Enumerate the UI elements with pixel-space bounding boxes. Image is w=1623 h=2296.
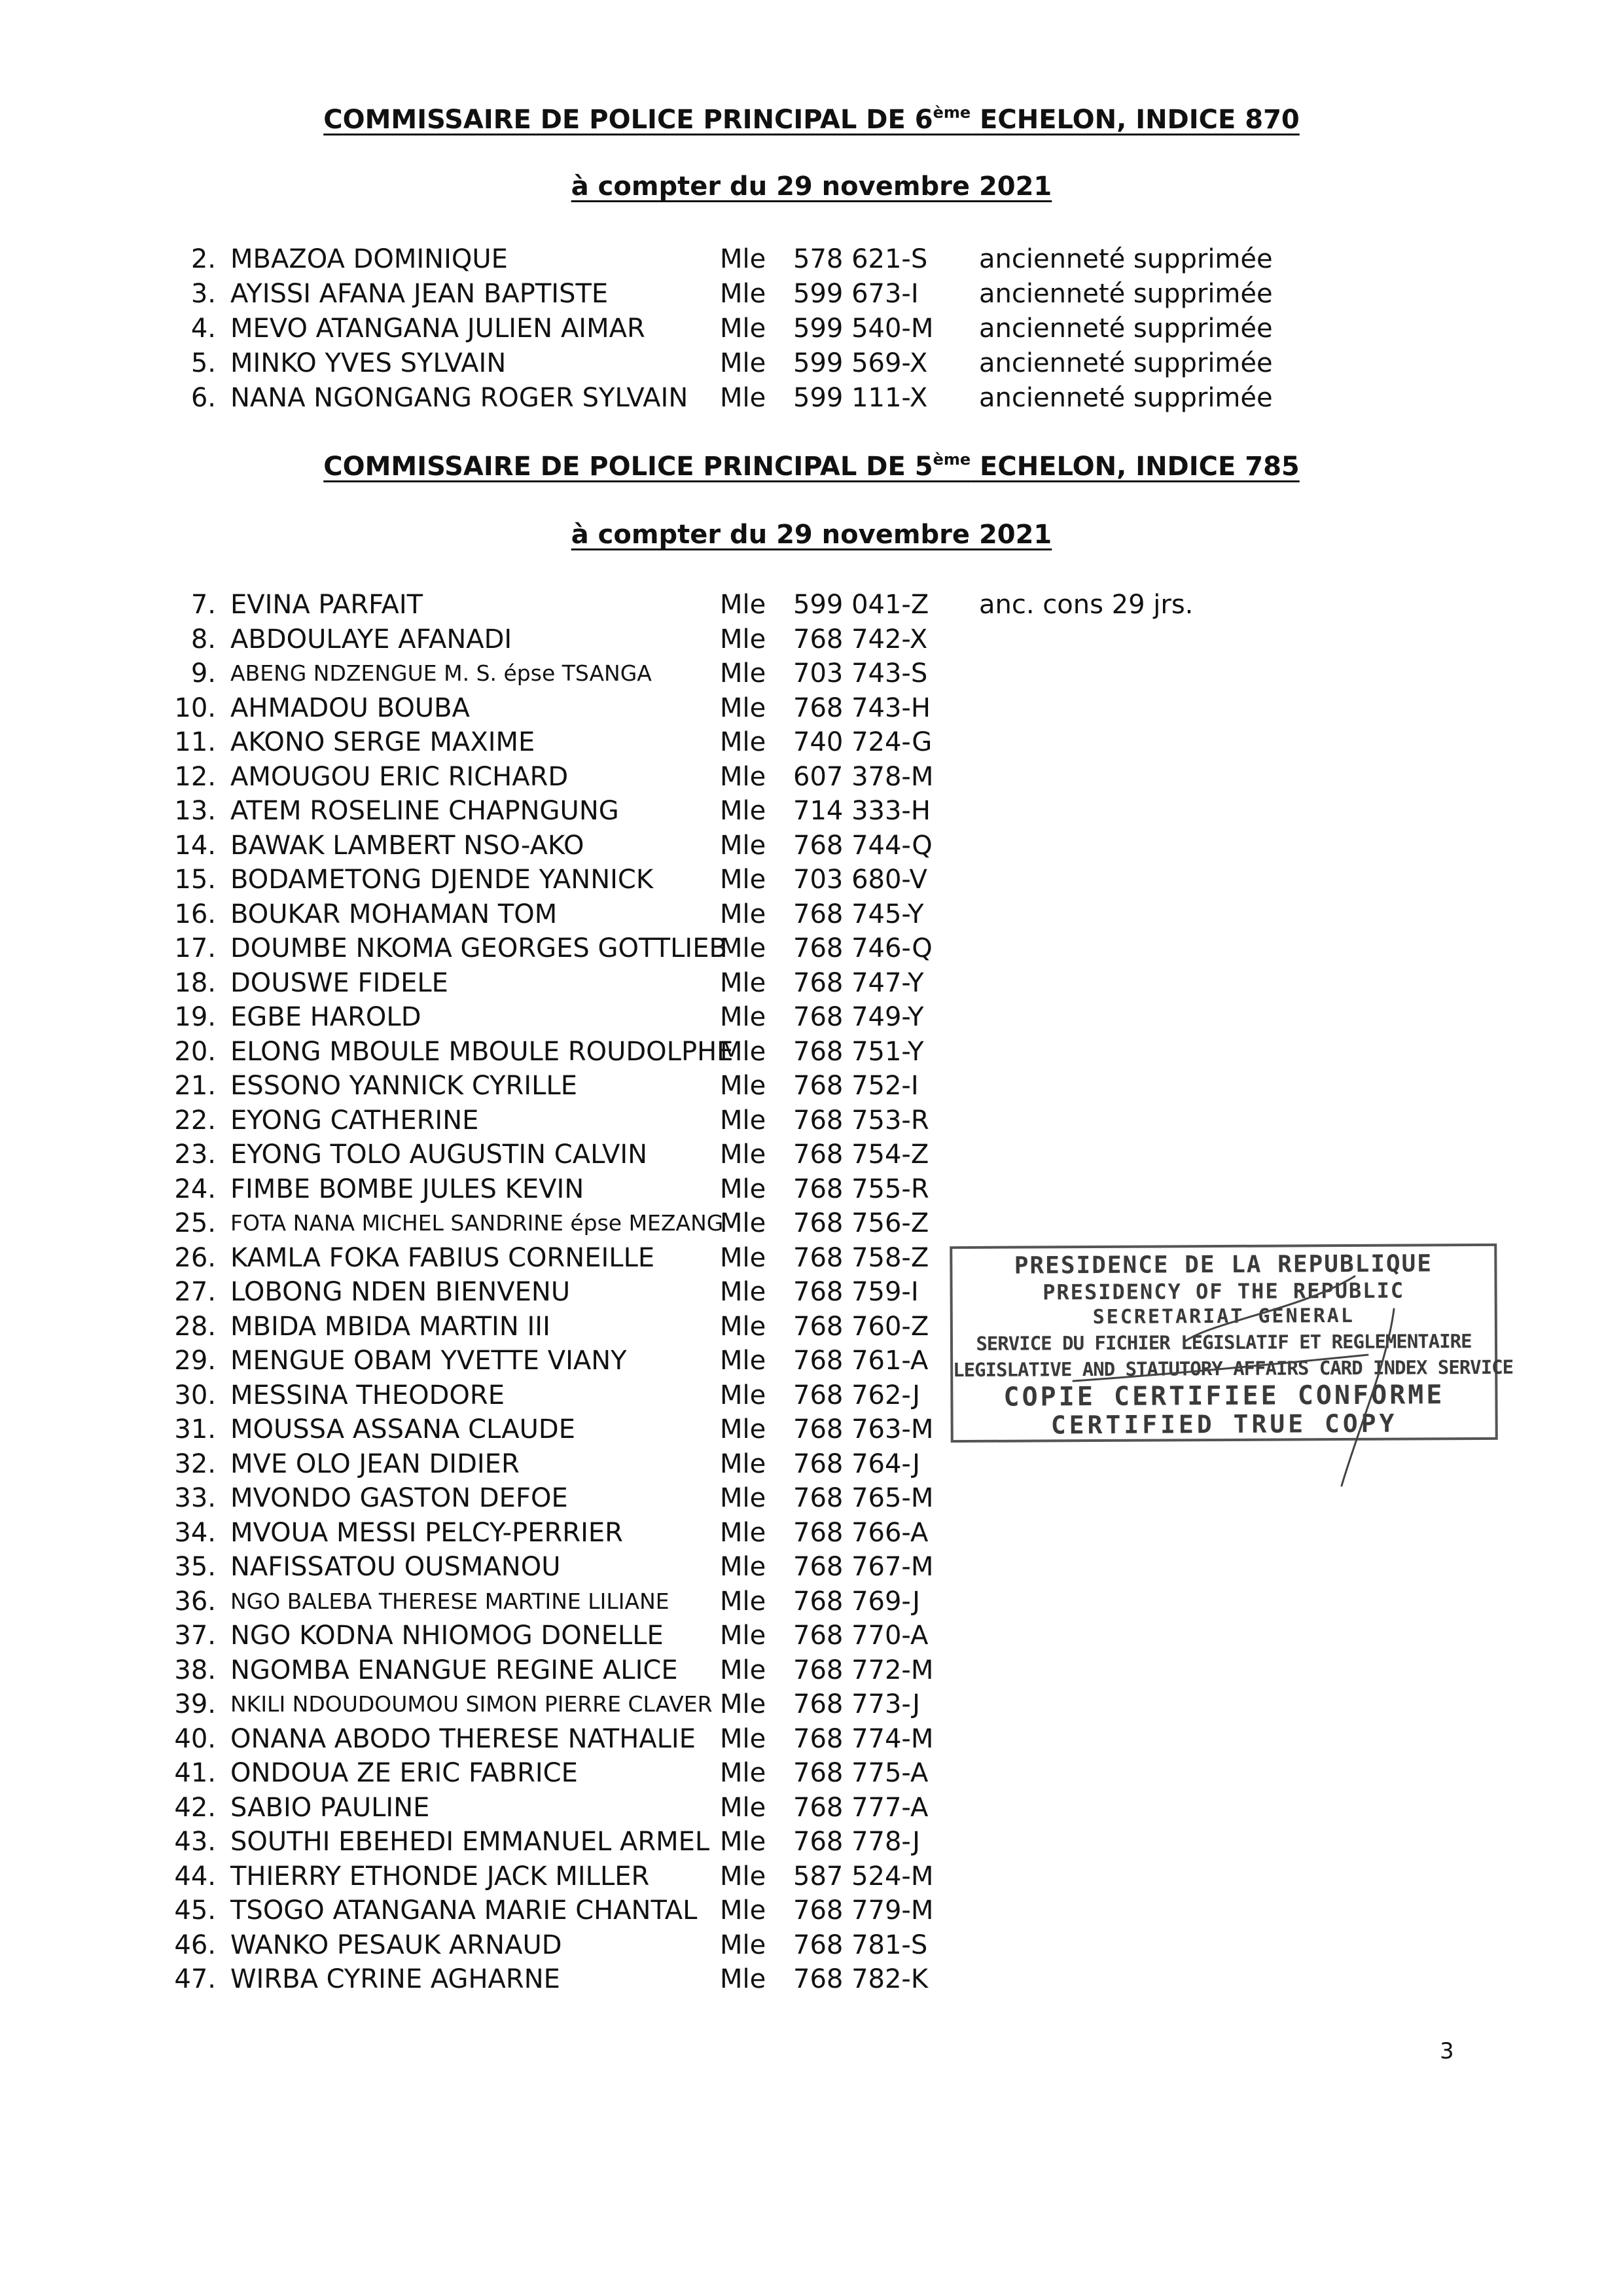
- list-item: [0, 1000, 1623, 1034]
- entry-number: 23.: [174, 1139, 216, 1170]
- list-item: [0, 656, 1623, 691]
- stamp-line: CERTIFIED TRUE COPY: [1050, 1408, 1398, 1440]
- entry-matricule: 768 772-M: [793, 1655, 934, 1685]
- entry-mle-label: Mle: [720, 1449, 766, 1479]
- certification-stamp: [950, 1244, 1514, 1443]
- entry-matricule: 768 746-Q: [793, 933, 933, 963]
- entry-name: SABIO PAULINE: [230, 1793, 430, 1823]
- section-2-date: à compter du 29 novembre 2021: [571, 520, 1052, 550]
- entry-number: 28.: [174, 1312, 216, 1342]
- list-item: [0, 1206, 1623, 1240]
- entry-matricule: 768 764-J: [793, 1449, 920, 1479]
- stamp-line: SECRETARIAT GENERAL: [1092, 1304, 1355, 1329]
- entry-name: MVOUA MESSI PELCY-PERRIER: [230, 1518, 623, 1548]
- entry-matricule: 768 747-Y: [793, 968, 924, 998]
- entry-number: 15.: [174, 865, 216, 895]
- entry-name: FIMBE BOMBE JULES KEVIN: [230, 1174, 584, 1204]
- entry-mle-label: Mle: [720, 1964, 766, 1994]
- list-item: [0, 242, 1623, 276]
- entry-name: BAWAK LAMBERT NSO-AKO: [230, 831, 584, 861]
- entry-number: 42.: [174, 1793, 216, 1823]
- list-item: [0, 1893, 1623, 1928]
- entry-matricule: 768 781-S: [793, 1930, 928, 1960]
- entry-matricule: 768 753-R: [793, 1105, 929, 1136]
- entry-mle-label: Mle: [720, 1861, 766, 1892]
- entry-matricule: 768 752-I: [793, 1071, 919, 1101]
- entry-number: 33.: [174, 1483, 216, 1513]
- entry-matricule: 768 760-Z: [793, 1312, 929, 1342]
- entry-number: 10.: [174, 693, 216, 723]
- entry-note: ancienneté supprimée: [979, 348, 1273, 378]
- entry-number: 30.: [174, 1380, 216, 1410]
- entry-number: 45.: [174, 1895, 216, 1926]
- entry-name: NGO KODNA NHIOMOG DONELLE: [230, 1621, 664, 1651]
- entry-mle-label: Mle: [720, 796, 766, 826]
- stamp-line: PRESIDENCE DE LA REPUBLIQUE: [1014, 1250, 1433, 1280]
- entry-mle-label: Mle: [720, 968, 766, 998]
- list-item: [0, 1069, 1623, 1103]
- entry-number: 34.: [174, 1518, 216, 1548]
- entry-mle-label: Mle: [720, 1174, 766, 1204]
- entry-name: BODAMETONG DJENDE YANNICK: [230, 865, 654, 895]
- entry-mle-label: Mle: [720, 1243, 766, 1273]
- entry-number: 11.: [174, 727, 216, 757]
- entry-number: 2.: [190, 244, 216, 274]
- entry-mle-label: Mle: [720, 1724, 766, 1754]
- list-item: [0, 794, 1623, 828]
- list-item: [0, 1756, 1623, 1790]
- entry-mle-label: Mle: [720, 1037, 766, 1067]
- list-item: [0, 588, 1623, 622]
- list-item: [0, 897, 1623, 931]
- entry-name: NGOMBA ENANGUE REGINE ALICE: [230, 1655, 678, 1685]
- list-item: [0, 1687, 1623, 1721]
- entry-mle-label: Mle: [720, 1346, 766, 1376]
- entry-number: 32.: [174, 1449, 216, 1479]
- entry-matricule: 599 041-Z: [793, 590, 929, 620]
- entry-mle-label: Mle: [720, 1793, 766, 1823]
- stamp-line: SERVICE DU FICHIER LEGISLATIF ET REGLEMENTAIRE: [976, 1330, 1472, 1355]
- heading-text-end: ECHELON, INDICE 870: [971, 105, 1300, 135]
- entry-name: WIRBA CYRINE AGHARNE: [230, 1964, 560, 1994]
- entry-number: 25.: [174, 1208, 216, 1238]
- entry-name: LOBONG NDEN BIENVENU: [230, 1277, 571, 1307]
- entry-mle-label: Mle: [720, 1689, 766, 1719]
- list-item: [0, 1722, 1623, 1756]
- section-1-date: à compter du 29 novembre 2021: [571, 171, 1052, 202]
- entry-matricule: 768 745-Y: [793, 899, 924, 929]
- heading-text: COMMISSAIRE DE POLICE PRINCIPAL DE 5: [323, 452, 933, 482]
- list-item: [0, 966, 1623, 1000]
- entry-mle-label: Mle: [720, 693, 766, 723]
- page-number: 3: [1440, 2038, 1454, 2064]
- entry-number: 3.: [190, 279, 216, 309]
- entry-name: MINKO YVES SYLVAIN: [230, 348, 507, 378]
- list-item: [0, 1791, 1623, 1825]
- entry-name: AYISSI AFANA JEAN BAPTISTE: [230, 279, 609, 309]
- entry-note: anc. cons 29 jrs.: [979, 590, 1194, 620]
- entry-matricule: 768 782-K: [793, 1964, 929, 1994]
- entry-number: 12.: [174, 762, 216, 792]
- list-item: [0, 1585, 1623, 1619]
- entry-mle-label: Mle: [720, 1655, 766, 1685]
- entry-name: ONANA ABODO THERESE NATHALIE: [230, 1724, 696, 1754]
- heading-text: COMMISSAIRE DE POLICE PRINCIPAL DE 6: [323, 105, 933, 135]
- list-item: [0, 1962, 1623, 1996]
- entry-name: ABDOULAYE AFANADI: [230, 624, 512, 655]
- entry-mle-label: Mle: [720, 899, 766, 929]
- entry-number: 9.: [190, 658, 216, 689]
- entry-note: ancienneté supprimée: [979, 279, 1273, 309]
- entry-mle-label: Mle: [720, 1827, 766, 1857]
- heading-superscript: ème: [933, 450, 971, 469]
- entry-mle-label: Mle: [720, 831, 766, 861]
- entry-matricule: 768 763-M: [793, 1414, 934, 1444]
- list-item: [0, 622, 1623, 656]
- entry-matricule: 599 111-X: [793, 383, 928, 413]
- entry-mle-label: Mle: [720, 762, 766, 792]
- entry-name: AHMADOU BOUBA: [230, 693, 470, 723]
- entry-name: ONDOUA ZE ERIC FABRICE: [230, 1758, 578, 1788]
- list-item: [0, 1550, 1623, 1584]
- entry-name: NANA NGONGANG ROGER SYLVAIN: [230, 383, 688, 413]
- entry-number: 16.: [174, 899, 216, 929]
- list-item: [0, 1825, 1623, 1859]
- entry-matricule: 768 756-Z: [793, 1208, 929, 1238]
- entry-matricule: 703 680-V: [793, 865, 927, 895]
- entry-mle-label: Mle: [720, 1930, 766, 1960]
- entry-number: 22.: [174, 1105, 216, 1136]
- entry-number: 44.: [174, 1861, 216, 1892]
- entry-name: DOUMBE NKOMA GEORGES GOTTLIEB: [230, 933, 727, 963]
- entry-matricule: 587 524-M: [793, 1861, 934, 1892]
- entry-name: WANKO PESAUK ARNAUD: [230, 1930, 562, 1960]
- entry-name: ELONG MBOULE MBOULE ROUDOLPHE: [230, 1037, 734, 1067]
- entry-mle-label: Mle: [720, 1071, 766, 1101]
- entry-name: MENGUE OBAM YVETTE VIANY: [230, 1346, 627, 1376]
- entry-number: 38.: [174, 1655, 216, 1685]
- entry-number: 46.: [174, 1930, 216, 1960]
- entry-number: 19.: [174, 1002, 216, 1032]
- entry-mle-label: Mle: [720, 279, 766, 309]
- entry-matricule: 607 378-M: [793, 762, 934, 792]
- entry-number: 39.: [174, 1689, 216, 1719]
- list-item: [0, 1035, 1623, 1069]
- entry-matricule: 768 779-M: [793, 1895, 934, 1926]
- entry-number: 43.: [174, 1827, 216, 1857]
- entry-mle-label: Mle: [720, 314, 766, 344]
- entry-mle-label: Mle: [720, 1139, 766, 1170]
- entry-matricule: 714 333-H: [793, 796, 931, 826]
- entry-matricule: 599 569-X: [793, 348, 928, 378]
- entry-matricule: 768 762-J: [793, 1380, 920, 1410]
- entry-matricule: 768 751-Y: [793, 1037, 924, 1067]
- entry-matricule: 768 773-J: [793, 1689, 920, 1719]
- entry-name: EVINA PARFAIT: [230, 590, 423, 620]
- entry-matricule: 768 770-A: [793, 1621, 929, 1651]
- entry-note: ancienneté supprimée: [979, 314, 1273, 344]
- list-item: [0, 863, 1623, 897]
- entry-mle-label: Mle: [720, 1277, 766, 1307]
- list-item: [0, 1481, 1623, 1515]
- entry-mle-label: Mle: [720, 624, 766, 655]
- section-1-heading: [0, 105, 1623, 135]
- entry-name: BOUKAR MOHAMAN TOM: [230, 899, 558, 929]
- entry-name: EYONG CATHERINE: [230, 1105, 479, 1136]
- section-2-heading: [0, 452, 1623, 482]
- stamp-line: COPIE CERTIFIEE CONFORME: [1003, 1380, 1445, 1412]
- entry-name: THIERRY ETHONDE JACK MILLER: [230, 1861, 650, 1892]
- entry-number: 18.: [174, 968, 216, 998]
- entry-mle-label: Mle: [720, 1621, 766, 1651]
- list-item: [0, 1619, 1623, 1653]
- entry-mle-label: Mle: [720, 1895, 766, 1926]
- entry-mle-label: Mle: [720, 1312, 766, 1342]
- list-item: [0, 691, 1623, 725]
- entry-name: MVE OLO JEAN DIDIER: [230, 1449, 520, 1479]
- entry-matricule: 599 673-I: [793, 279, 919, 309]
- entry-name: SOUTHI EBEHEDI EMMANUEL ARMEL: [230, 1827, 710, 1857]
- entry-number: 4.: [190, 314, 216, 344]
- entry-number: 31.: [174, 1414, 216, 1444]
- entry-number: 35.: [174, 1552, 216, 1582]
- entry-number: 20.: [174, 1037, 216, 1067]
- entry-name: MBAZOA DOMINIQUE: [230, 244, 508, 274]
- entry-matricule: 740 724-G: [793, 727, 933, 757]
- entry-matricule: 578 621-S: [793, 244, 928, 274]
- entry-name: ATEM ROSELINE CHAPNGUNG: [230, 796, 619, 826]
- entry-number: 6.: [190, 383, 216, 413]
- list-item: [0, 312, 1623, 346]
- entry-name: TSOGO ATANGANA MARIE CHANTAL: [230, 1895, 698, 1926]
- entry-name: KAMLA FOKA FABIUS CORNEILLE: [230, 1243, 655, 1273]
- heading-text-end: ECHELON, INDICE 785: [971, 452, 1300, 482]
- entry-name: NKILI NDOUDOUMOU SIMON PIERRE CLAVER: [230, 1691, 713, 1717]
- entry-mle-label: Mle: [720, 383, 766, 413]
- entry-matricule: 768 774-M: [793, 1724, 934, 1754]
- list-item: [0, 725, 1623, 759]
- entry-mle-label: Mle: [720, 1002, 766, 1032]
- entry-matricule: 768 759-I: [793, 1277, 919, 1307]
- entry-matricule: 599 540-M: [793, 314, 934, 344]
- entry-name: ESSONO YANNICK CYRILLE: [230, 1071, 577, 1101]
- entry-note: ancienneté supprimée: [979, 244, 1273, 274]
- list-item: [0, 760, 1623, 794]
- entry-number: 5.: [190, 348, 216, 378]
- entry-name: MVONDO GASTON DEFOE: [230, 1483, 568, 1513]
- stamp-line: PRESIDENCY OF THE REPUBLIC: [1043, 1278, 1405, 1305]
- entry-matricule: 768 765-M: [793, 1483, 934, 1513]
- entry-matricule: 768 744-Q: [793, 831, 933, 861]
- entry-mle-label: Mle: [720, 348, 766, 378]
- entry-matricule: 768 758-Z: [793, 1243, 929, 1273]
- entry-name: EYONG TOLO AUGUSTIN CALVIN: [230, 1139, 648, 1170]
- entry-matricule: 768 778-J: [793, 1827, 920, 1857]
- entry-number: 27.: [174, 1277, 216, 1307]
- entry-matricule: 768 769-J: [793, 1587, 920, 1617]
- entry-matricule: 703 743-S: [793, 658, 928, 689]
- list-item: [0, 1103, 1623, 1138]
- entry-name: NAFISSATOU OUSMANOU: [230, 1552, 561, 1582]
- entry-number: 26.: [174, 1243, 216, 1273]
- entry-name: ABENG NDZENGUE M. S. épse TSANGA: [230, 660, 652, 686]
- stamp-line: LEGISLATIVE AND STATUTORY AFFAIRS CARD INDEX SERVICE: [953, 1355, 1514, 1382]
- entry-note: ancienneté supprimée: [979, 383, 1273, 413]
- entry-matricule: 768 749-Y: [793, 1002, 924, 1032]
- entry-number: 47.: [174, 1964, 216, 1994]
- entry-name: MESSINA THEODORE: [230, 1380, 505, 1410]
- list-item: [0, 1447, 1623, 1481]
- entry-name: DOUSWE FIDELE: [230, 968, 448, 998]
- list-item: [0, 1859, 1623, 1893]
- entry-mle-label: Mle: [720, 1483, 766, 1513]
- entry-name: EGBE HAROLD: [230, 1002, 421, 1032]
- entry-mle-label: Mle: [720, 727, 766, 757]
- entry-mle-label: Mle: [720, 1105, 766, 1136]
- entry-name: MBIDA MBIDA MARTIN III: [230, 1312, 550, 1342]
- entry-matricule: 768 742-X: [793, 624, 928, 655]
- entry-number: 21.: [174, 1071, 216, 1101]
- entry-matricule: 768 743-H: [793, 693, 931, 723]
- entry-number: 40.: [174, 1724, 216, 1754]
- entry-number: 29.: [174, 1346, 216, 1376]
- entry-name: NGO BALEBA THERESE MARTINE LILIANE: [230, 1588, 669, 1614]
- entry-name: AMOUGOU ERIC RICHARD: [230, 762, 569, 792]
- entry-matricule: 768 775-A: [793, 1758, 929, 1788]
- list-item: [0, 346, 1623, 380]
- entry-matricule: 768 767-M: [793, 1552, 934, 1582]
- entry-mle-label: Mle: [720, 1380, 766, 1410]
- entry-mle-label: Mle: [720, 865, 766, 895]
- entry-matricule: 768 754-Z: [793, 1139, 929, 1170]
- entry-name: MOUSSA ASSANA CLAUDE: [230, 1414, 575, 1444]
- entry-number: 14.: [174, 831, 216, 861]
- entry-number: 8.: [190, 624, 216, 655]
- list-item: [0, 381, 1623, 415]
- entry-number: 7.: [190, 590, 216, 620]
- entry-mle-label: Mle: [720, 1414, 766, 1444]
- entry-number: 37.: [174, 1621, 216, 1651]
- entry-number: 36.: [174, 1587, 216, 1617]
- entry-name: FOTA NANA MICHEL SANDRINE épse MEZANG: [230, 1210, 724, 1236]
- entry-number: 24.: [174, 1174, 216, 1204]
- list-item: [0, 1516, 1623, 1550]
- entry-mle-label: Mle: [720, 1518, 766, 1548]
- entry-mle-label: Mle: [720, 1758, 766, 1788]
- entry-mle-label: Mle: [720, 658, 766, 689]
- entry-name: AKONO SERGE MAXIME: [230, 727, 535, 757]
- list-item: [0, 1653, 1623, 1687]
- entry-number: 17.: [174, 933, 216, 963]
- entry-mle-label: Mle: [720, 590, 766, 620]
- entry-matricule: 768 755-R: [793, 1174, 929, 1204]
- entry-matricule: 768 777-A: [793, 1793, 929, 1823]
- entry-mle-label: Mle: [720, 244, 766, 274]
- list-item: [0, 829, 1623, 863]
- entry-number: 13.: [174, 796, 216, 826]
- list-item: [0, 931, 1623, 965]
- list-item: [0, 1138, 1623, 1172]
- list-item: [0, 277, 1623, 311]
- heading-superscript: ème: [933, 103, 971, 122]
- entry-matricule: 768 761-A: [793, 1346, 929, 1376]
- entry-number: 41.: [174, 1758, 216, 1788]
- entry-name: MEVO ATANGANA JULIEN AIMAR: [230, 314, 645, 344]
- entry-mle-label: Mle: [720, 1552, 766, 1582]
- list-item: [0, 1172, 1623, 1206]
- list-item: [0, 1928, 1623, 1962]
- entry-matricule: 768 766-A: [793, 1518, 929, 1548]
- entry-mle-label: Mle: [720, 1587, 766, 1617]
- entry-mle-label: Mle: [720, 933, 766, 963]
- entry-mle-label: Mle: [720, 1208, 766, 1238]
